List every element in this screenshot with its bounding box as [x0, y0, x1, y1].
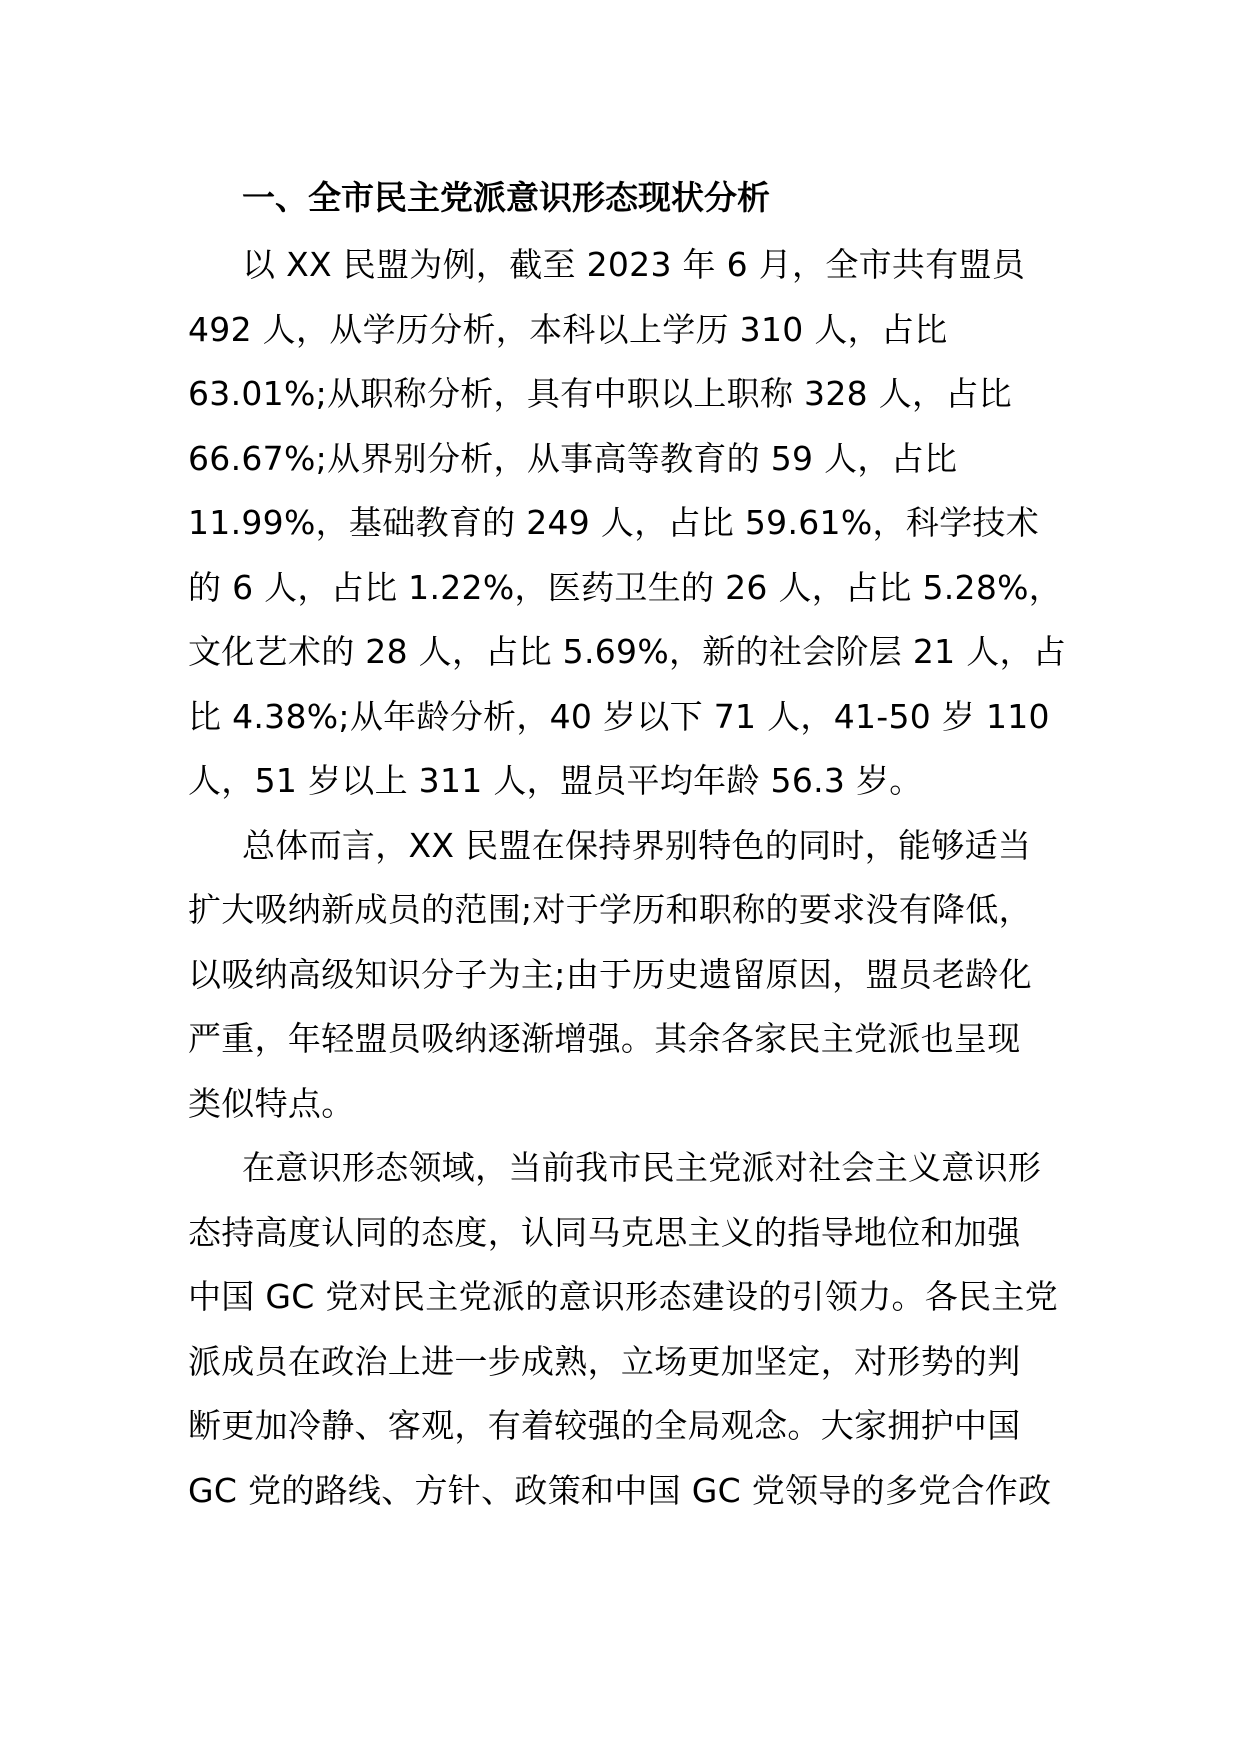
- text-line: 人，51 岁以上 311 人，盟员平均年龄 56.3 岁。: [188, 761, 923, 800]
- text-line: 派成员在政治上进一步成熟，立场更加坚定，对形势的判: [188, 1341, 1021, 1381]
- text-line: 断更加冷静、客观，有着较强的全局观念。大家拥护中国: [188, 1406, 1021, 1445]
- text-line: 以吸纳高级知识分子为主;由于历史遗留原因，盟员老龄化: [188, 954, 1032, 994]
- text-line: 比 4.38%;从年龄分析，40 岁以下 71 人，41-50 岁 110: [188, 696, 1050, 736]
- text-line: 在意识形态领域，当前我市民主党派对社会主义意识形: [242, 1148, 1042, 1187]
- text-line: 的 6 人，占比 1.22%，医药卫生的 26 人，占比 5.28%，: [188, 567, 1063, 607]
- text-line: 492 人，从学历分析，本科以上学历 310 人，占比: [188, 309, 948, 349]
- text-line: GC 党的路线、方针、政策和中国 GC 党领导的多党合作政: [188, 1470, 1052, 1510]
- text-line: 66.67%;从界别分析，从事高等教育的 59 人，占比: [188, 438, 958, 478]
- text-line: 中国 GC 党对民主党派的意识形态建设的引领力。各民主党: [188, 1277, 1058, 1316]
- paragraph-membership-stats: [188, 233, 1068, 814]
- section-heading: 一、全市民主党派意识形态现状分析: [242, 178, 770, 217]
- text-line: 11.99%，基础教育的 249 人，占比 59.61%，科学技术: [188, 503, 1040, 542]
- text-line: 63.01%;从职称分析，具有中职以上职称 328 人，占比: [188, 374, 1012, 413]
- text-line: 类似特点。: [188, 1083, 355, 1123]
- paragraph-summary: [188, 814, 1068, 1137]
- paragraph-ideology: [188, 1136, 1068, 1523]
- text-line: 态持高度认同的态度，认同马克思主义的指导地位和加强: [188, 1212, 1021, 1252]
- text-line: 总体而言，XX 民盟在保持界别特色的同时，能够适当: [242, 825, 1032, 865]
- text-line: 文化艺术的 28 人，占比 5.69%，新的社会阶层 21 人，占: [188, 632, 1067, 671]
- text-line: 扩大吸纳新成员的范围;对于学历和职称的要求没有降低，: [188, 890, 1032, 929]
- body-text: [188, 233, 1068, 1523]
- text-line: 以 XX 民盟为例，截至 2023 年 6 月，全市共有盟员: [242, 245, 1026, 284]
- text-line: 严重，年轻盟员吸纳逐渐增强。其余各家民主党派也呈现: [188, 1019, 1021, 1058]
